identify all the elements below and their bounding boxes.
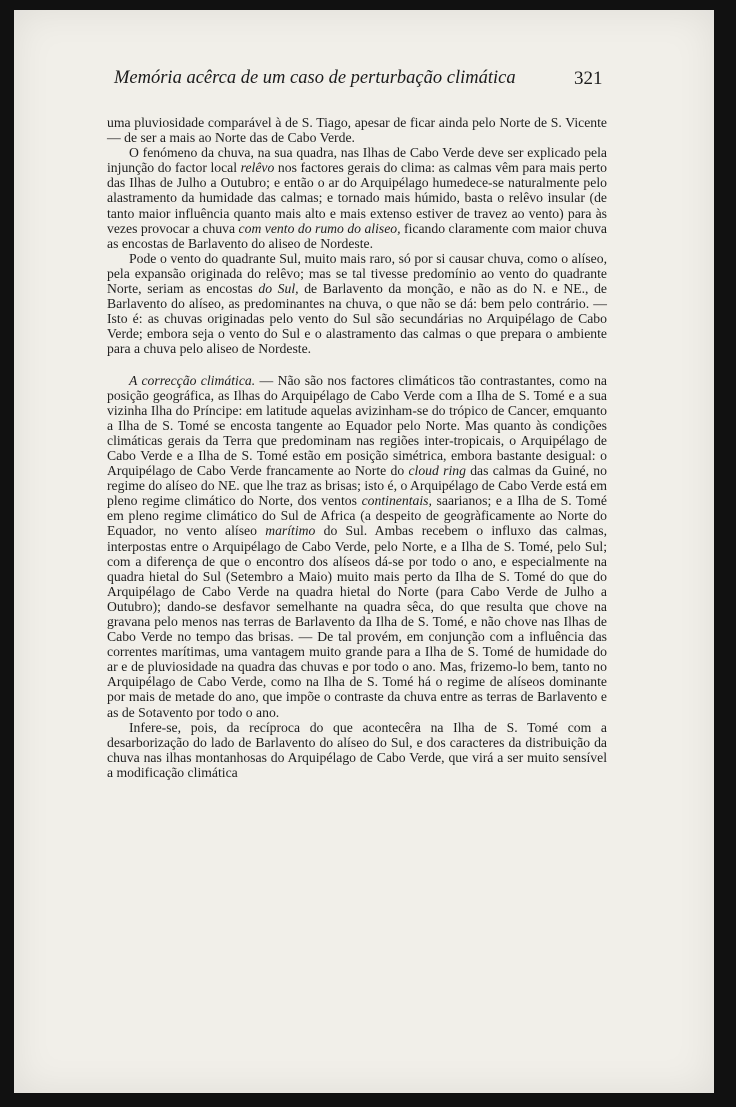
paragraph-p5 (107, 720, 607, 780)
body-text (107, 115, 607, 780)
italic-term: relêvo (240, 160, 275, 176)
text-run: de Barlavento da monção, e não as do N. e NE., de Barlavento do alíseo, as predominantes na chuva, o que não se dá: bem pelo contrário. — Isto é: as chuvas originadas pelo vento do Sul são secundárias no Arquipélago de Cabo Verde; embora seja o vento do Sul e o alastramento das calmas o que prepara o ambiente para a chuva pelo aliseo de Nordeste. (107, 281, 607, 357)
italic-term: continentais, (361, 493, 432, 509)
italic-term: do Sul, (258, 281, 299, 297)
text-run: saarianos; e a Ilha de S. Tomé em pleno regime climático do Sul de Africa (a despeito de geogràficamente ao Norte do Equador, no vento alíseo (107, 493, 607, 539)
text-run: O fenómeno da chuva, na sua quadra, nas Ilhas de Cabo Verde deve ser explicado pela injunção do factor local (107, 145, 607, 176)
italic-term: cloud ring (408, 463, 466, 479)
text-run: Infere-se, pois, da recíproca do que acontecêra na Ilha de S. Tomé com a desarborização do lado de Barlavento do alíseo do Sul, e dos caracteres da distribuição da chuva nas ilhas montanhosas do Arquipélago de Cabo Verde, que virá a ser muito sensível a modificação climática (107, 719, 607, 780)
text-run: das calmas da Guiné, no regime do alíseo do NE. que lhe traz as brisas; isto é, o Arquipélago de Cabo Verde está em pleno regime climático do Norte, dos ventos (107, 463, 607, 509)
paragraph-p3 (107, 251, 607, 357)
running-title: Memória acêrca de um caso de perturbação climática (114, 68, 516, 88)
page-number: 321 (574, 68, 603, 89)
text-run: ficando claramente com maior chuva as encostas de Barlavento do aliseo de Nordeste. (107, 220, 608, 251)
text-run: nos factores gerais do clima: as calmas vêm para mais perto das Ilhas de Julho a Outubro; e então o ar do Arquipélago humedece-se naturalmente pelo alastramento da humidade das calmas; e tornado mais húmido, basta o relêvo insular (de tanto maior influência quanto mais alto e mais extenso estiver de travez ao vento) para às vezes provocar a chuva (107, 160, 607, 236)
book-page (14, 10, 714, 1093)
text-run: uma pluviosidade comparável à de S. Tiago, apesar de ficar ainda pelo Norte de S. Vicente — de ser a mais ao Norte das de Cabo Verde. (107, 115, 607, 146)
text-run: — Não são nos factores climáticos tão contrastantes, como na posição geográfica, as Ilhas do Arquipélago de Cabo Verde com a Ilha de S. Tomé e a sua vizinha Ilha do Príncipe: em latitude aquelas avizinham-se do trópico de Cancer, emquanto a Ilha de S. Tomé se encosta tangente ao Equador pelo Norte. Mas quanto às condições climáticas gerais da Terra que predominam nas regiões inter-tropicais, o Arquipélago de Cabo Verde e a Ilha de S. Tomé estão em posição simétrica, embora bastante desigual: o Arquipélago de Cabo Verde francamente ao Norte do (107, 372, 607, 479)
text-run: Pode o vento do quadrante Sul, muito mais raro, só por si causar chuva, como o alíseo, pela expansão originada do relêvo; mas se tal tivesse predomínio ao vento do quadrante Norte, seriam as encostas (107, 250, 607, 297)
paragraph-p1 (107, 115, 607, 145)
italic-term: A correcção climática. (129, 372, 256, 388)
italic-term: marítimo (265, 523, 316, 539)
paragraph-p2 (107, 145, 607, 251)
italic-term: com vento do rumo do aliseo, (238, 220, 401, 236)
text-run: do Sul. Ambas recebem o influxo das calmas, interpostas entre o Arquipélago de Cabo Verde, pelo Norte, e a Ilha de S. Tomé, pelo Sul; com a diferença de que o encontro dos alíseos dá-se por todo o ano, e especialmente na quadra hietal do Sul (Setembro a Maio) muito mais perto da Ilha de S. Tomé do que do Arquipélago de Cabo Verde na quadra hietal do Norte (para Cabo Verde de Julho a Outubro); dando-se desfavor semelhante na quadra sêca, do que resulta que chove na gravana pelo menos nas terras de Barlavento da Ilha de S. Tomé, e não chove nas Ilhas de Cabo Verde no tempo das brisas. — De tal provém, em conjunção com a influência das correntes marítimas, uma vantagem muito grande para a Ilha de S. Tomé de humidade do ar e de pluviosidade na quadra das chuvas e por todo o ano. Mas, frizemo-lo bem, tanto no Arquipélago de Cabo Verde, como na Ilha de S. Tomé há o regime de alíseos dominante por mais de metade do ano, que impõe o contraste da chuva entre as terras de Barlavento e as de Sotavento por todo o ano. (107, 523, 608, 720)
paragraph-p4 (107, 373, 607, 720)
